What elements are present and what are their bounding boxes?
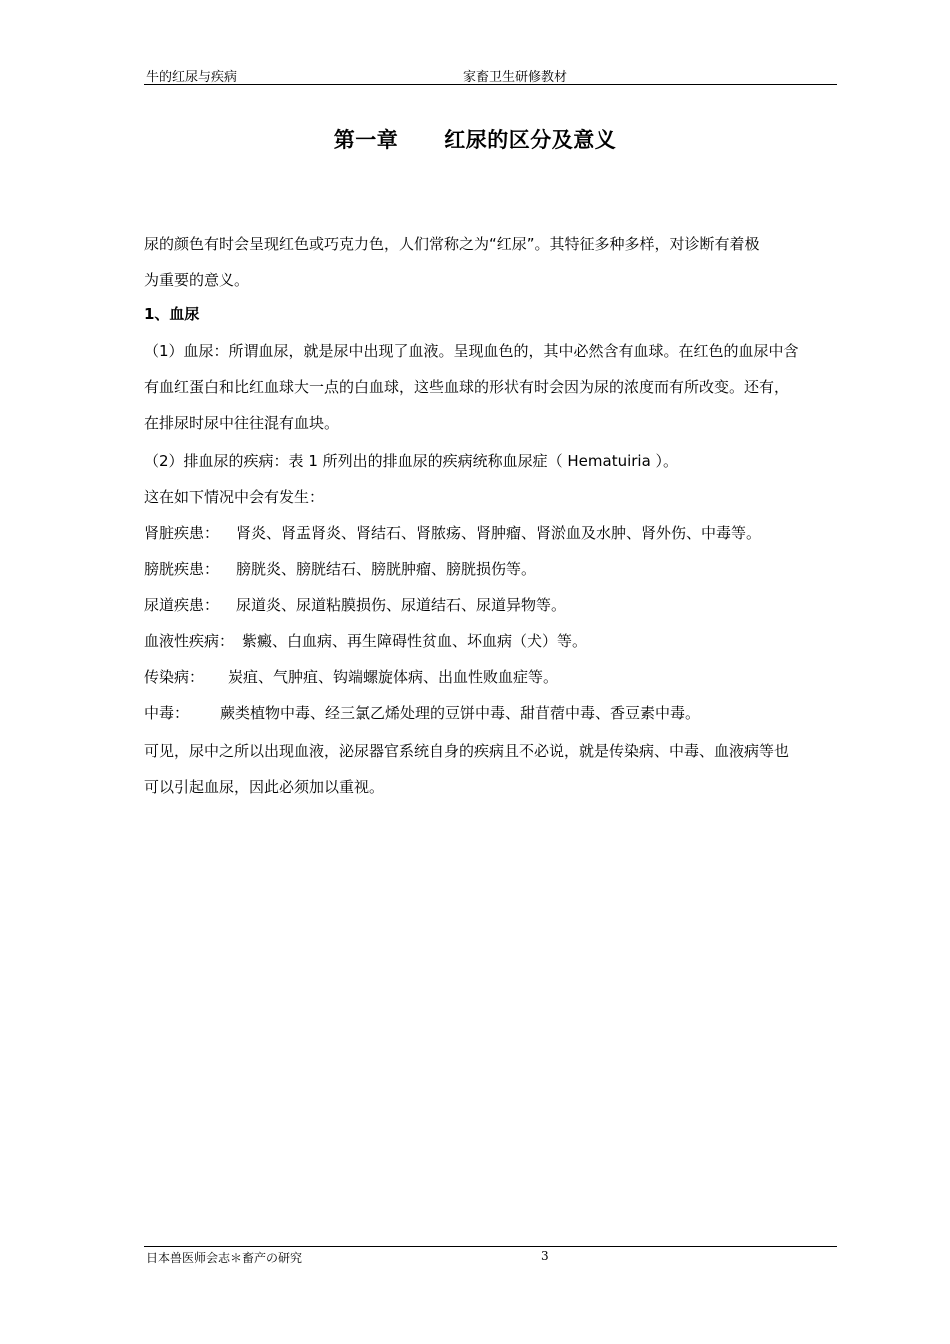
disease-examples: 蕨类植物中毒、经三氯乙烯处理的豆饼中毒、甜苜蓿中毒、香豆素中毒。	[220, 704, 701, 722]
hematuria-definition	[144, 333, 840, 441]
disease-item	[144, 551, 840, 587]
definition-line: （1）血尿：所谓血尿，就是尿中出现了血液。呈现血色的，其中必然含有血球。在红色的血尿中含	[144, 342, 799, 360]
disease-item	[144, 587, 840, 623]
disease-item	[144, 623, 840, 659]
intro-paragraph	[144, 226, 840, 298]
page-number: 3	[541, 1249, 549, 1263]
disease-category: 肾脏疾患：	[144, 524, 220, 542]
intro-line: 为重要的意义。	[144, 271, 250, 289]
disease-item	[144, 695, 840, 731]
footer-divider	[144, 1246, 837, 1247]
intro-line: 尿的颜色有时会呈现红色或巧克力色，人们常称之为“红尿”。其特征多种多样，对诊断有着极	[144, 235, 760, 253]
definition-line: 在排尿时尿中往往混有血块。	[144, 414, 340, 432]
disease-category: 膀胱疾患：	[144, 560, 220, 578]
header-divider	[144, 84, 837, 85]
disease-category: 血液性疾病：	[144, 632, 235, 650]
definition-line: 有血红蛋白和比红血球大一点的白血球，这些血球的形状有时会因为尿的浓度而有所改变。还有，	[144, 378, 790, 396]
disease-item	[144, 515, 840, 551]
disease-item	[144, 659, 840, 695]
header-left-title: 牛的红尿与疾病	[146, 70, 238, 85]
disease-examples: 炭疽、气肿疽、钩端螺旋体病、出血性败血症等。	[228, 668, 559, 686]
chapter-title	[0, 124, 950, 154]
diseases-intro: （2）排血尿的疾病：表 1 所列出的排血尿的疾病统称血尿症（ Hematuiria ）。	[144, 452, 679, 470]
conclusion-line: 可以引起血尿，因此必须加以重视。	[144, 778, 385, 796]
conclusion-paragraph	[144, 733, 840, 805]
header-center-title: 家畜卫生研修教材	[463, 70, 568, 85]
disease-category: 尿道疾患：	[144, 596, 220, 614]
section-heading: 1、血尿	[144, 305, 200, 323]
disease-list	[144, 515, 840, 731]
disease-category: 传染病：	[144, 668, 205, 686]
disease-examples: 紫癜、白血病、再生障碍性贫血、坏血病（犬）等。	[242, 632, 588, 650]
disease-examples: 膀胱炎、膀胱结石、膀胱肿瘤、膀胱损伤等。	[236, 560, 537, 578]
disease-category: 中毒：	[144, 704, 190, 722]
chapter-number: 第一章	[333, 128, 399, 152]
disease-examples: 尿道炎、尿道粘膜损伤、尿道结石、尿道异物等。	[236, 596, 567, 614]
conclusion-line: 可见，尿中之所以出现血液，泌尿器官系统自身的疾病且不必说，就是传染病、中毒、血液病等也	[144, 742, 790, 760]
occurrence-intro: 这在如下情况中会有发生：	[144, 488, 325, 506]
footer-source: 日本兽医师会志＊畜产の研究	[146, 1251, 303, 1265]
chapter-heading: 红尿的区分及意义	[444, 128, 617, 152]
disease-examples: 肾炎、肾盂肾炎、肾结石、肾脓疡、肾肿瘤、肾淤血及水肿、肾外伤、中毒等。	[236, 524, 762, 542]
